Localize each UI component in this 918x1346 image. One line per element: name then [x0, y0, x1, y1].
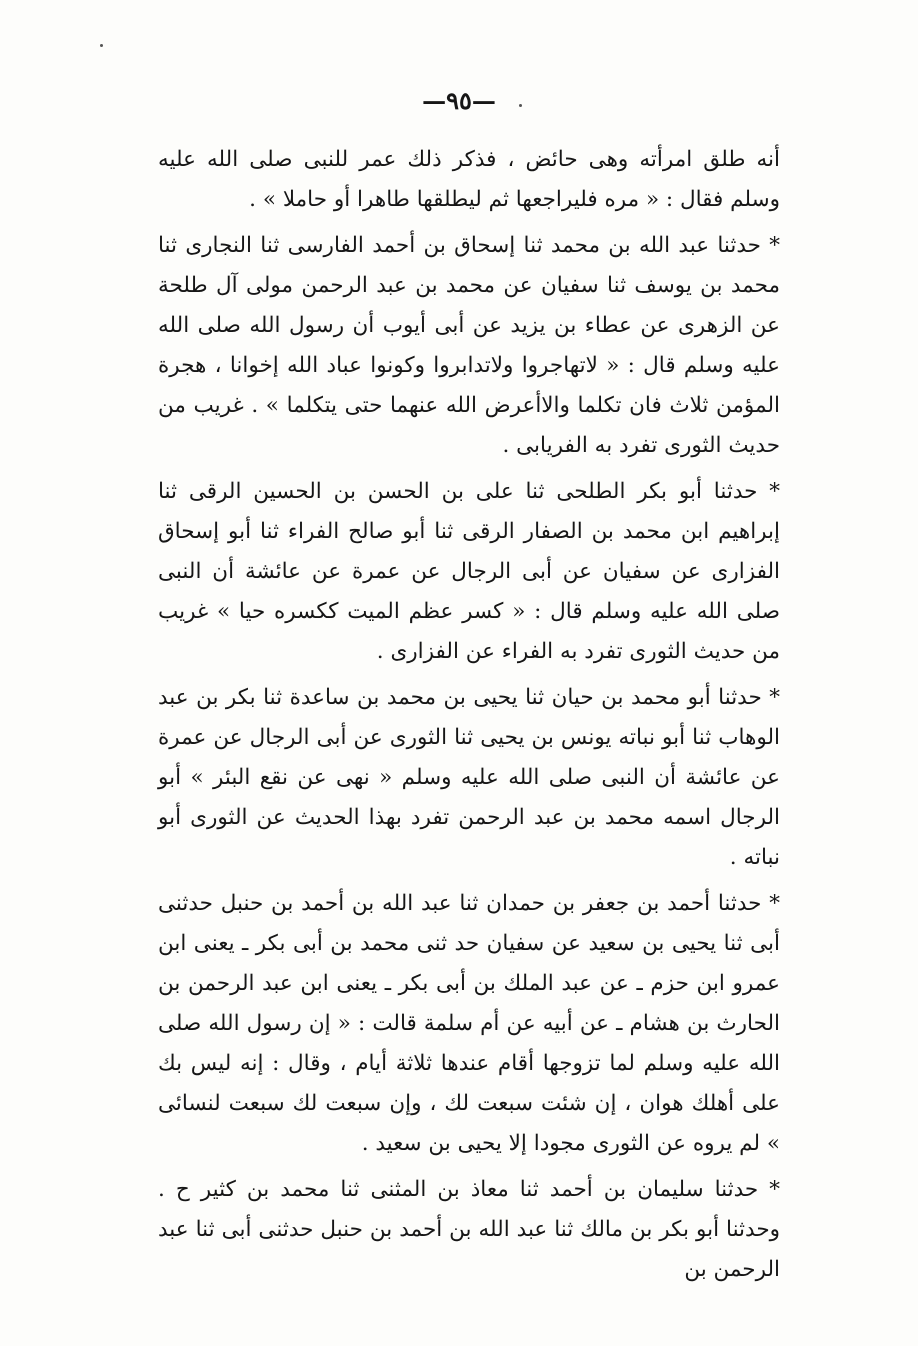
paragraph-2: * حدثنا عبد الله بن محمد ثنا إسحاق بن أحمد الفارسى ثنا النجارى ثنا محمد بن يوسف ثنا سفيان عن محمد بن عبد الرحمن مولى آل طلحة عن الزهرى عن عطاء بن يزيد عن أبى أيوب أن رسول الله صلى الله عليه وسلم قال : « لاتهاجروا ولاتدابروا وكونوا عباد الله إخوانا ، هجرة المؤمن ثلاث فان تكلما والاأعرض الله عنهما حتى يتكلما » . غريب من حديث الثورى تفرد به الفريابى .: [158, 233, 780, 458]
paragraph-4: * حدثنا أبو محمد بن حيان ثنا يحيى بن محمد بن ساعدة ثنا بكر بن عبد الوهاب ثنا أبو نباته يونس بن يحيى ثنا الثورى عن أبى الرجال عن عمرة عن عائشة أن النبى صلى الله عليه وسلم « نهى عن نقع البئر » أبو الرجال اسمه محمد بن عبد الرحمن تفرد بهذا الحديث عن الثورى أبو نباته .: [158, 685, 780, 870]
text-block: [158, 140, 780, 1296]
paragraph-1: أنه طلق امرأته وهى حائض ، فذكر ذلك عمر للنبى صلى الله عليه وسلم فقال : « مره فليراجعها ثم ليطلقها طاهرا أو حاملا » .: [158, 147, 780, 212]
scan-speck: [100, 44, 103, 47]
page-number: —٩٥—: [422, 86, 496, 115]
paragraph-3: * حدثنا أبو بكر الطلحى ثنا على بن الحسن بن الحسين الرقى ثنا إبراهيم ابن محمد بن الصفار الرقى ثنا أبو صالح الفراء ثنا أبو إسحاق الفزارى عن سفيان عن أبى الرجال عن عمرة عن عائشة أن النبى صلى الله عليه وسلم قال : « كسر عظم الميت ككسره حيا » غريب من حديث الثورى تفرد به الفراء عن الفزارى .: [158, 479, 780, 664]
paragraph-5: * حدثنا أحمد بن جعفر بن حمدان ثنا عبد الله بن أحمد بن حنبل حدثنى أبى ثنا يحيى بن سعيد عن سفيان حد ثنى محمد بن أبى بكر ـ يعنى ابن عمرو ابن حزم ـ عن عبد الملك بن أبى بكر ـ يعنى ابن عبد الرحمن بن الحارث بن هشام ـ عن أبيه عن أم سلمة قالت : « إن رسول الله صلى الله عليه وسلم لما تزوجها أقام عندها ثلاثة أيام ، وقال : إنه ليس بك على أهلك هوان ، إن شئت سبعت لك ، وإن سبعت لك سبعت لنسائى » لم يروه عن الثورى مجودا إلا يحيى بن سعيد .: [158, 891, 780, 1156]
paragraph-6: * حدثنا سليمان بن أحمد ثنا معاذ بن المثنى ثنا محمد بن كثير ح . وحدثنا أبو بكر بن مالك ثنا عبد الله بن أحمد بن حنبل حدثنى أبى ثنا عبد الرحمن بن: [158, 1177, 780, 1282]
